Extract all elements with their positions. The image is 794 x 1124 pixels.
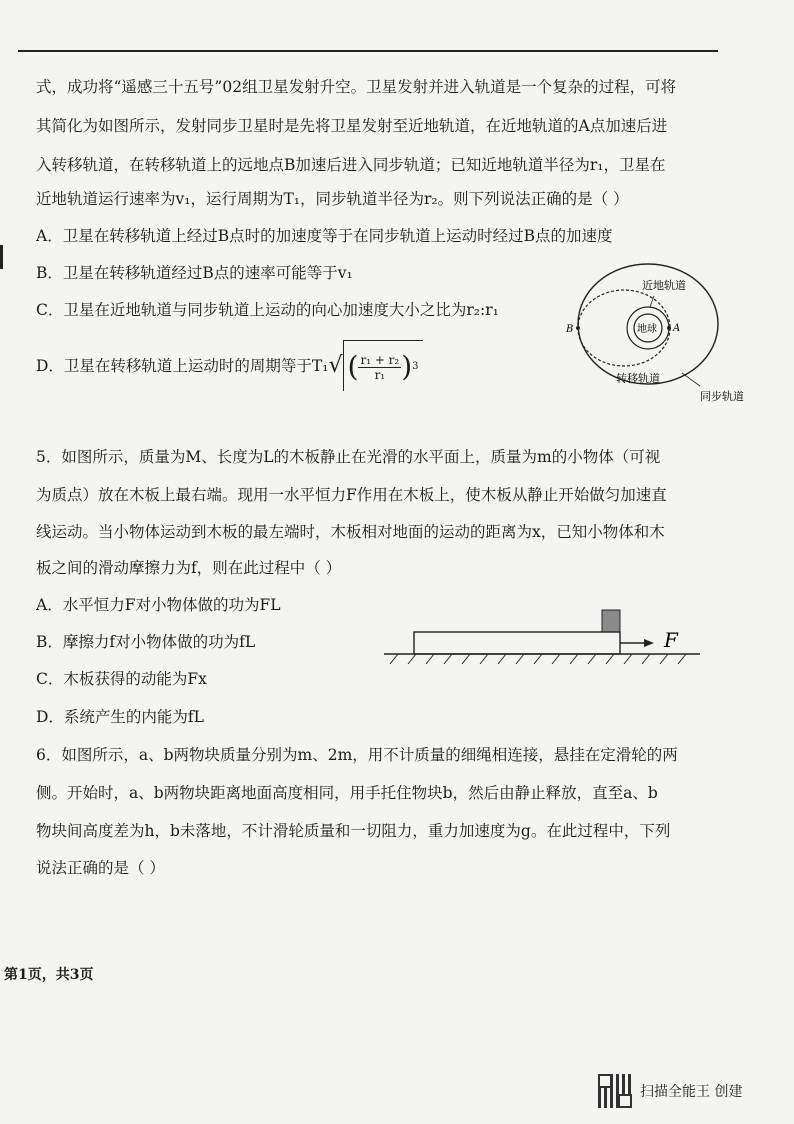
q5-option-b: B．摩擦力f对小物体做的功为fL (36, 633, 256, 651)
q5-line-1: 5．如图所示，质量为M、长度为L的木板静止在光滑的水平面上，质量为m的小物体（可视 (36, 448, 661, 466)
force-label: F (664, 628, 678, 652)
ground-hatching (390, 654, 686, 664)
point-a-dot (667, 326, 671, 330)
q4-line-4: 近地轨道运行速率为v₁，运行周期为T₁，同步轨道半径为r₂。则下列说法正确的是（ ） (36, 190, 629, 208)
sync-orbit-label: 同步轨道 (700, 390, 744, 403)
q4-option-b: B．卫星在转移轨道经过B点的速率可能等于v₁ (36, 264, 353, 282)
exponent: 3 (412, 361, 419, 372)
q4-line-1: 式，成功将“遥感三十五号”02组卫星发射升空。卫星发射并进入轨道是一个复杂的过程，可将 (36, 78, 677, 96)
fraction-denominator: r₁ (374, 367, 386, 382)
q4-option-a: A．卫星在转移轨道上经过B点时的加速度等于在同步轨道上运动时经过B点的加速度 (36, 227, 613, 245)
q4-option-c: C．卫星在近地轨道与同步轨道上运动的向心加速度大小之比为r₂:r₁ (36, 301, 499, 319)
radical-sign: √ (328, 352, 343, 378)
q6-line-2: 侧。开始时，a、b两物块距离地面高度相同，用手托住物块b，然后由静止释放，直至a、b (36, 784, 658, 802)
q6-line-4: 说法正确的是（ ） (36, 859, 165, 877)
q5-option-d: D．系统产生的内能为fL (36, 708, 204, 726)
paren-right: ) (401, 350, 413, 383)
qr-code-icon (598, 1074, 632, 1108)
q5-line-2: 为质点）放在木板上最右端。现用一水平恒力F作用在木板上，使木板从静止开始做匀加速直 (36, 486, 667, 504)
margin-mark (0, 245, 3, 269)
header-rule (18, 50, 718, 52)
sqrt-expression (328, 340, 422, 391)
paren-left: ( (347, 350, 359, 383)
q5-option-c: C．木板获得的动能为Fx (36, 670, 207, 688)
orbit-diagram (560, 258, 760, 408)
wood-board (414, 632, 620, 654)
fraction-numerator: r₁ + r₂ (360, 352, 400, 367)
q4-line-2: 其简化为如图所示，发射同步卫星时是先将卫星发射至近地轨道，在近地轨道的A点加速后进 (36, 117, 668, 135)
page-footer: 第1页，共3页 (4, 967, 94, 983)
small-block (602, 610, 620, 632)
transfer-orbit-label: 转移轨道 (616, 372, 660, 385)
earth-label: 地球 (637, 324, 657, 335)
q5-option-a: A．水平恒力F对小物体做的功为FL (36, 596, 281, 614)
radicand (343, 340, 423, 391)
q4-option-d-text: D．卫星在转移轨道上运动时的周期等于T₁ (36, 356, 329, 375)
point-b-dot (576, 326, 580, 330)
q4-line-3: 入转移轨道，在转移轨道上的远地点B加速后进入同步轨道；已知近地轨道半径为r₁，卫星在 (36, 156, 666, 174)
point-a-label: A (673, 323, 681, 334)
q5-line-3: 线运动。当小物体运动到木板的最左端时，木板相对地面的运动的距离为x，已知小物体和木 (36, 523, 665, 541)
fraction (358, 353, 401, 382)
q5-line-4: 板之间的滑动摩擦力为f，则在此过程中（ ） (36, 559, 342, 577)
board-diagram (384, 604, 704, 666)
near-orbit-label: 近地轨道 (642, 279, 686, 292)
force-arrow-head (644, 639, 654, 647)
q6-line-3: 物块间高度差为h，b未落地，不计滑轮质量和一切阻力，重力加速度为g。在此过程中，下列 (36, 822, 671, 840)
q6-line-1: 6．如图所示，a、b两物块质量分别为m、2m，用不计质量的细绳相连接，悬挂在定滑轮的两 (36, 746, 678, 764)
sync-orbit-leader (682, 373, 700, 386)
scanner-watermark (598, 1074, 742, 1108)
scanner-label: 扫描全能王 创建 (640, 1084, 743, 1100)
point-b-label: B (566, 324, 574, 335)
q4-option-d (36, 340, 423, 391)
